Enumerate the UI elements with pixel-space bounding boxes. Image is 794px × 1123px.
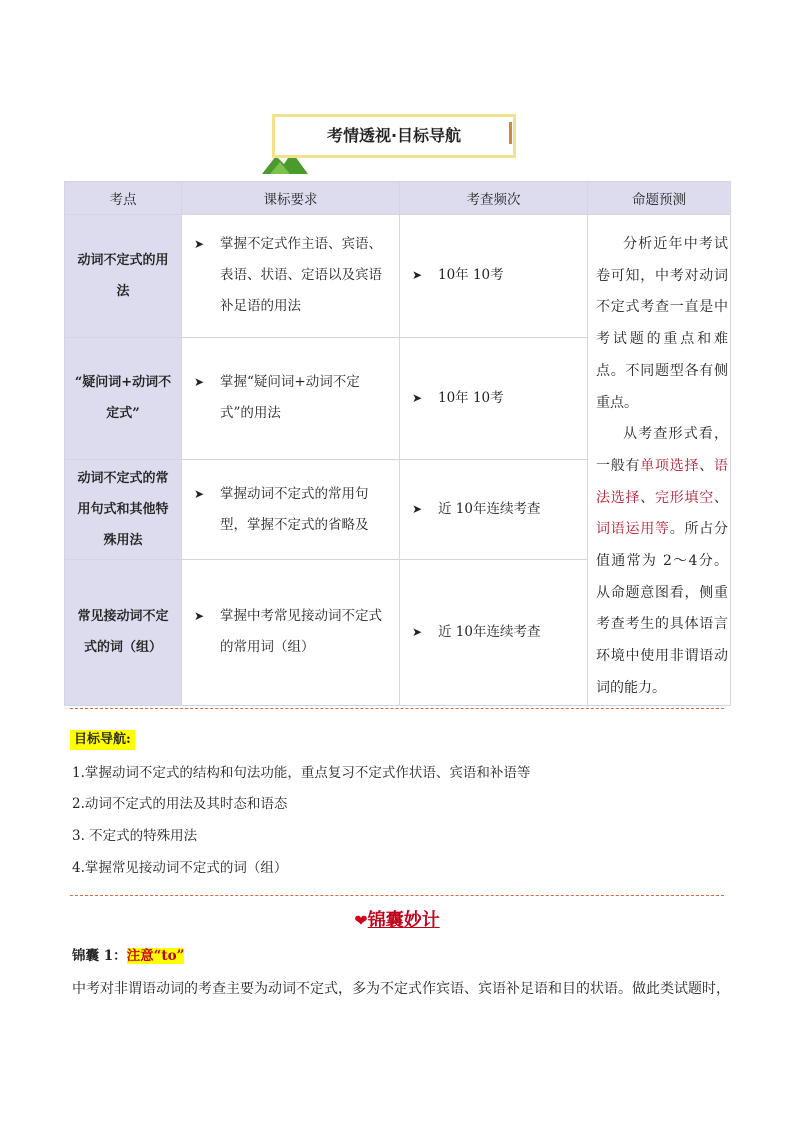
requirement-text: 掌握中考常见接动词不定式的常用词（组） [220, 608, 382, 656]
dashed-divider [70, 708, 724, 709]
arrow-bullet-icon: ➤ [412, 390, 423, 405]
prediction-text-2a: 从考查形式看，一般有 [596, 426, 728, 474]
requirement-text: 掌握不定式作主语、宾语、表语、状语、定语以及宾语补足语的用法 [220, 236, 382, 315]
goal-item: 1.掌握动词不定式的结构和句法功能，重点复习不定式作状语、宾语和补语等 [72, 765, 531, 781]
prediction-sep-1: 、 [699, 457, 714, 474]
tip-heading [72, 946, 184, 966]
table-row [65, 215, 731, 338]
goal-item: 2.动词不定式的用法及其时态和语态 [72, 796, 288, 812]
prediction-sep-3: 、 [714, 489, 728, 506]
banner-title: 考情透视·目标导航 [326, 126, 462, 145]
prediction-cell [588, 215, 731, 706]
section-title-text: 锦囊妙计 [367, 910, 440, 931]
frequency-cell [400, 560, 588, 706]
frequency-text: 近 10年连续考查 [438, 623, 541, 640]
arrow-bullet-icon: ➤ [412, 624, 423, 639]
prediction-sep-2: 、 [640, 489, 655, 506]
tip-label: 锦囊 1： [72, 948, 127, 964]
section-banner [272, 114, 522, 162]
arrow-bullet-icon: ➤ [194, 237, 205, 252]
frequency-text: 近 10年连续考查 [438, 501, 541, 518]
tip-highlight: 注意“to” [126, 948, 185, 964]
requirement-cell [182, 215, 400, 338]
requirement-cell [182, 460, 400, 560]
goal-item: 3. 不定式的特殊用法 [72, 828, 198, 844]
point-cell: 动词不定式的常用句式和其他特殊用法 [65, 460, 182, 560]
prediction-red-1: 单项选择 [640, 457, 700, 474]
requirement-text: 掌握“疑问词+动词不定式”的用法 [220, 374, 360, 422]
point-cell: “疑问词+动词不定式” [65, 337, 182, 460]
requirement-text: 掌握动词不定式的常用句型，掌握不定式的省略及 [220, 485, 369, 533]
arrow-bullet-icon: ➤ [194, 609, 205, 624]
section-title [0, 906, 794, 932]
arrow-bullet-icon: ➤ [194, 486, 205, 501]
header-requirement: 课标要求 [182, 182, 400, 215]
arrow-bullet-icon: ➤ [412, 268, 423, 283]
prediction-text-1: 分析近年中考试卷可知，中考对动词不定式考查一直是中考试题的重点和难点。不同题型各有侧重点。 [596, 236, 728, 411]
exam-analysis-table [64, 181, 731, 706]
prediction-red-4: 词语运用等 [596, 521, 670, 538]
arrow-bullet-icon: ➤ [412, 502, 423, 517]
header-prediction: 命题预测 [588, 182, 731, 215]
frequency-cell [400, 460, 588, 560]
frequency-text: 10年 10考 [438, 389, 504, 406]
goal-item: 4.掌握常见接动词不定式的词（组） [72, 860, 288, 876]
prediction-text-2b: 。所占分值通常为 2～4分。从命题意图看，侧重考查考生的具体语言环境中使用非谓语动词的能力。 [596, 521, 728, 696]
heart-icon: ❤ [354, 911, 368, 930]
point-cell: 常见接动词不定式的词（组） [65, 560, 182, 706]
requirement-cell [182, 560, 400, 706]
prediction-red-2: 语法选择 [596, 457, 728, 506]
dashed-divider [70, 895, 724, 896]
table-header-row [65, 182, 731, 215]
header-point: 考点 [65, 182, 182, 215]
frequency-cell [400, 337, 588, 460]
arrow-bullet-icon: ➤ [194, 375, 205, 390]
requirement-cell [182, 337, 400, 460]
header-frequency: 考查频次 [400, 182, 588, 215]
goals-label: 目标导航: [70, 730, 135, 750]
body-paragraph: 中考对非谓语动词的考查主要为动词不定式，多为不定式作宾语、宾语补足语和目的状语。做此类试题时， [72, 981, 730, 997]
point-cell: 动词不定式的用法 [65, 215, 182, 338]
prediction-red-3: 完形填空 [655, 489, 714, 506]
frequency-text: 10年 10考 [438, 267, 504, 284]
frequency-cell [400, 215, 588, 338]
